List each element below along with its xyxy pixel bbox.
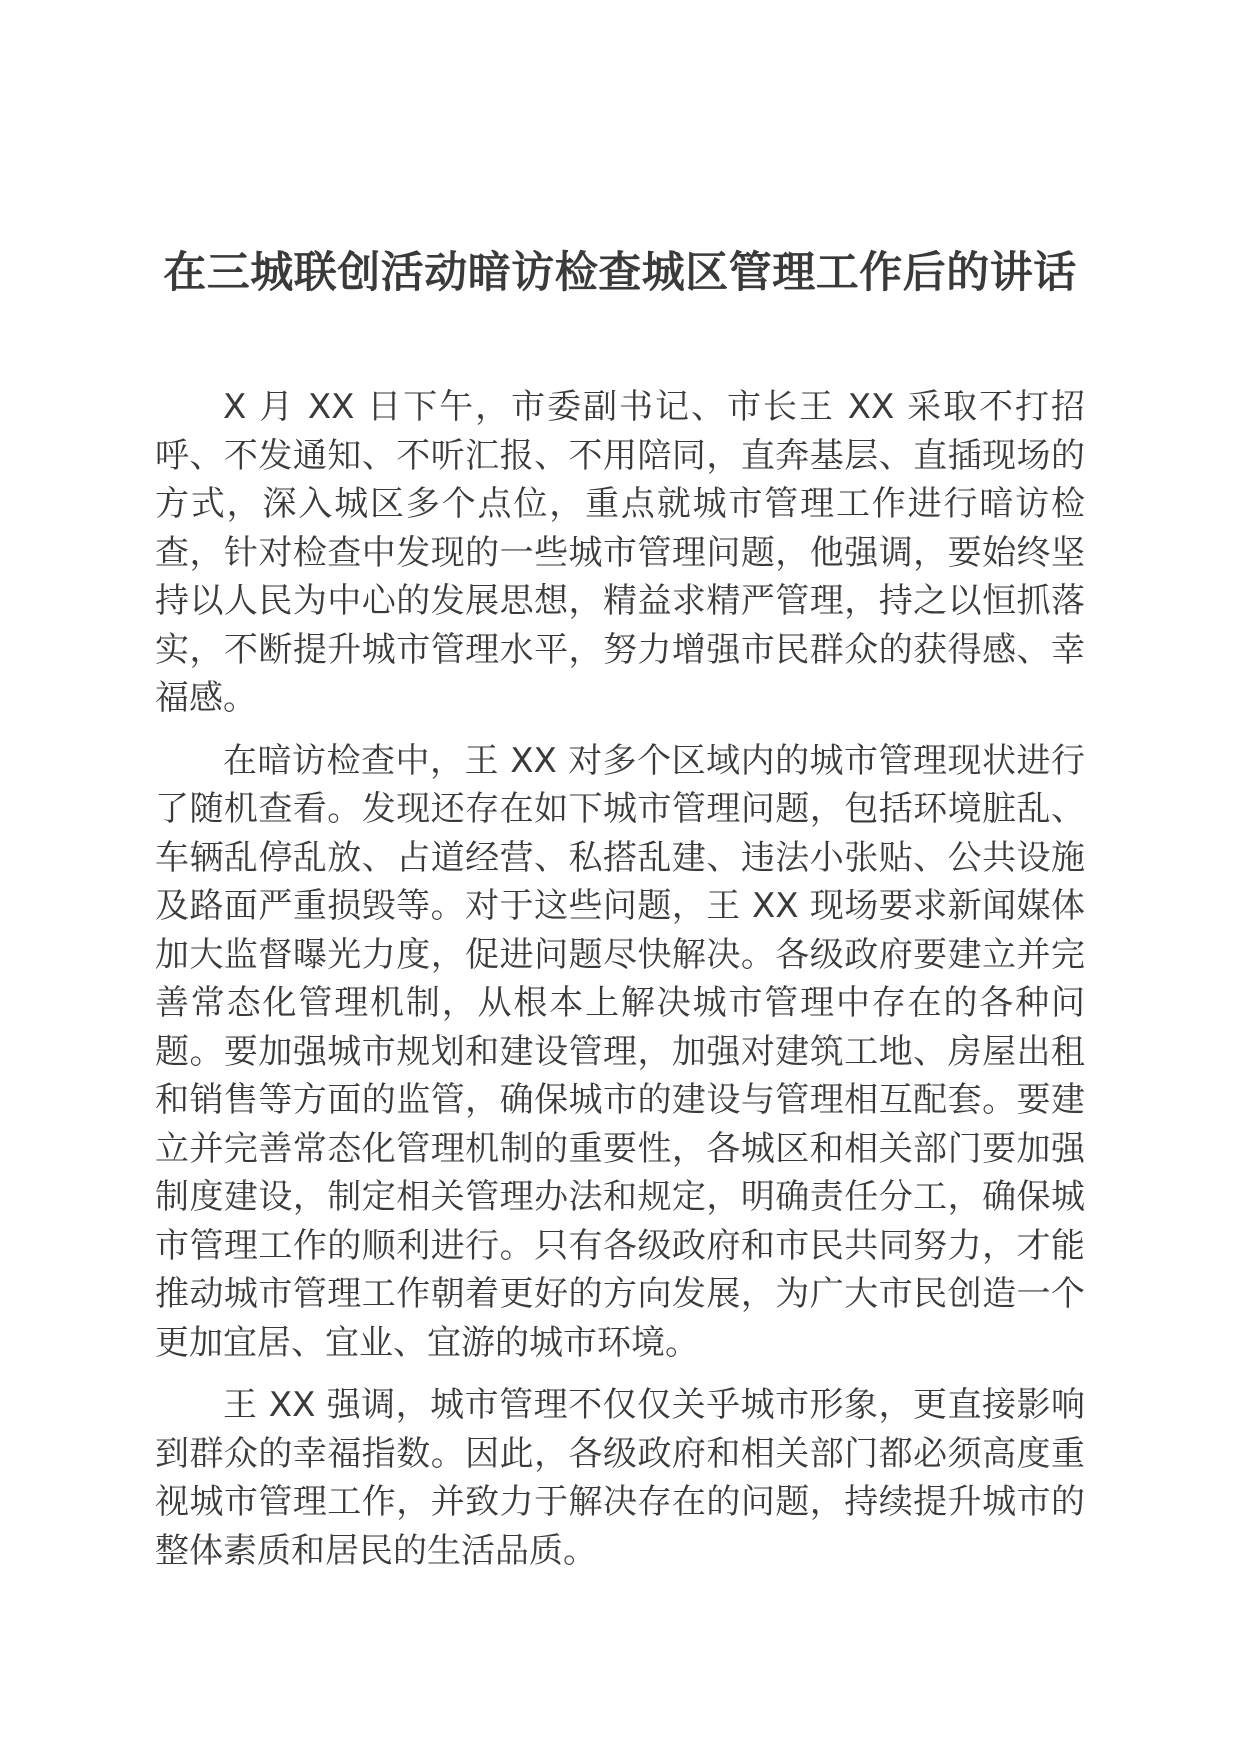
paragraph-2: 在暗访检查中，王 XX 对多个区域内的城市管理现状进行了随机查看。发现还存在如下城市管理问题，包括环境脏乱、车辆乱停乱放、占道经营、私搭乱建、违法小张贴、公共设施及路面严重损毁等。对于这些问题，王 XX 现场要求新闻媒体加大监督曝光力度，促进问题尽快解决。各级政府要建立并完善常态化管理机制，从根本上解决城市管理中存在的各种问题。要加强城市规划和建设管理，加强对建筑工地、房屋出租和销售等方面的监管，确保城市的建设与管理相互配套。要建立并完善常态化管理机制的重要性，各城区和相关部门要加强制度建设，制定相关管理办法和规定，明确责任分工，确保城市管理工作的顺利进行。只有各级政府和市民共同努力，才能推动城市管理工作朝着更好的方向发展，为广大市民创造一个更加宜居、宜业、宜游的城市环境。 [155, 740, 1085, 1363]
paragraph-1: X 月 XX 日下午，市委副书记、市长王 XX 采取不打招呼、不发通知、不听汇报、不用陪同，直奔基层、直插现场的方式，深入城区多个点位，重点就城市管理工作进行暗访检查，针对检查中发现的一些城市管理问题，他强调，要始终坚持以人民为中心的发展思想，精益求精严管理，持之以恒抓落实，不断提升城市管理水平，努力增强市民群众的获得感、幸福感。 [155, 387, 1085, 718]
document-title: 在三城联创活动暗访检查城区管理工作后的讲话 [163, 248, 1077, 298]
document-body [155, 383, 1085, 1589]
paragraph-3: 王 XX 强调，城市管理不仅仅关乎城市形象，更直接影响到群众的幸福指数。因此，各级政府和相关部门都必须高度重视城市管理工作，并致力于解决存在的问题，持续提升城市的整体素质和居民的生活品质。 [155, 1385, 1085, 1571]
